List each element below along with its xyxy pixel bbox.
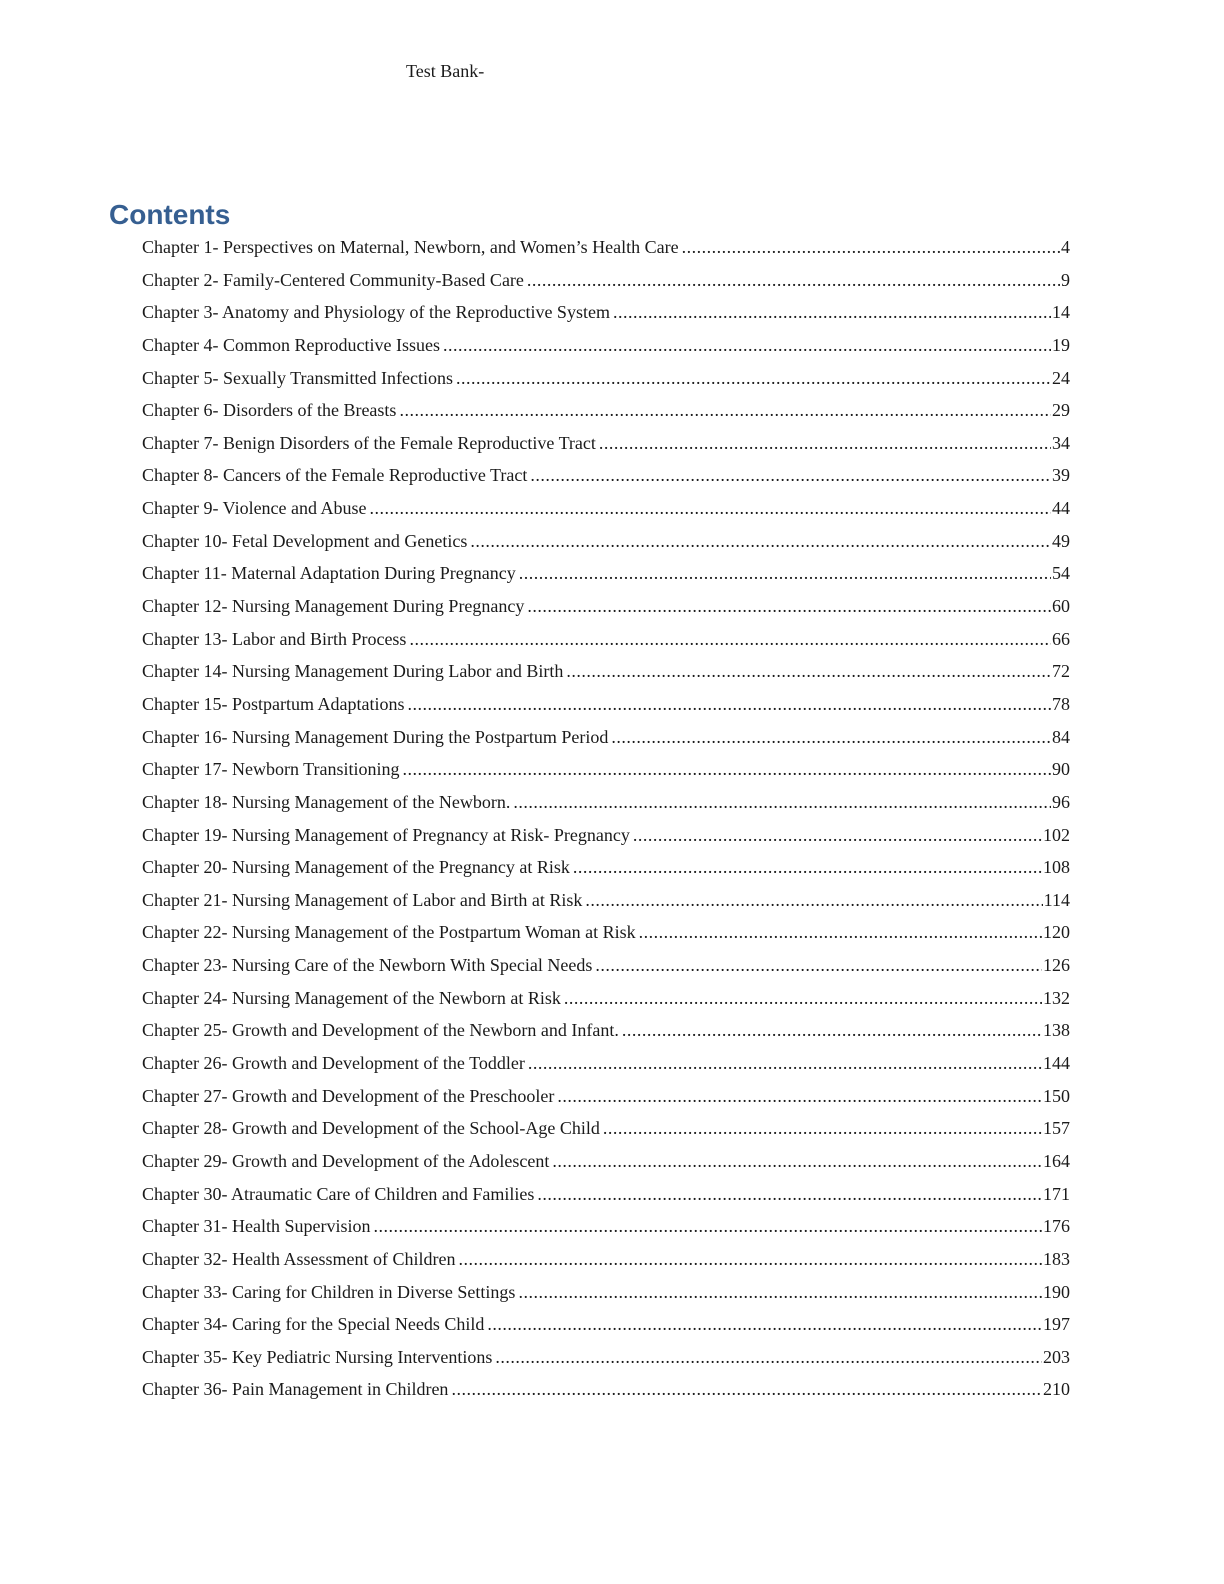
toc-entry-page-number[interactable]: 203 (1043, 1346, 1070, 1367)
toc-entry-title[interactable]: Chapter 2- Family-Centered Community-Based Care (142, 269, 524, 290)
toc-dot-leader (407, 689, 1051, 719)
toc-entry[interactable] (142, 1113, 1070, 1146)
document-header: Test Bank- (406, 61, 485, 81)
toc-entry-title[interactable]: Chapter 36- Pain Management in Children (142, 1379, 449, 1400)
toc-dot-leader (518, 1277, 1042, 1307)
toc-entry[interactable] (142, 754, 1070, 787)
toc-entry-page-number[interactable]: 34 (1052, 432, 1070, 453)
toc-dot-leader (402, 754, 1051, 784)
toc-entry-page-number[interactable]: 176 (1043, 1216, 1070, 1237)
toc-entry[interactable] (142, 820, 1070, 853)
toc-entry-title[interactable]: Chapter 29- Growth and Development of the Adolescent (142, 1150, 550, 1171)
toc-entry-title[interactable]: Chapter 1- Perspectives on Maternal, Newborn, and Women’s Health Care (142, 237, 679, 257)
toc-entry-page-number[interactable]: 157 (1043, 1118, 1070, 1139)
toc-entry-page-number[interactable]: 29 (1052, 400, 1070, 421)
toc-entry[interactable] (142, 1309, 1070, 1342)
toc-entry[interactable] (142, 363, 1070, 396)
toc-dot-leader (527, 265, 1060, 295)
toc-entry-title[interactable]: Chapter 27- Growth and Development of the Preschooler (142, 1085, 555, 1106)
toc-entry[interactable] (142, 950, 1070, 983)
toc-entry-page-number[interactable]: 183 (1043, 1248, 1070, 1269)
toc-entry[interactable] (142, 689, 1070, 722)
toc-entry-page-number[interactable]: 132 (1043, 987, 1070, 1008)
toc-entry-page-number[interactable]: 96 (1052, 791, 1070, 812)
toc-entry-title[interactable]: Chapter 14- Nursing Management During Labor and Birth (142, 661, 564, 682)
toc-entry-title[interactable]: Chapter 10- Fetal Development and Genetics (142, 530, 468, 551)
toc-entry[interactable] (142, 983, 1070, 1016)
toc-entry-title[interactable]: Chapter 35- Key Pediatric Nursing Interventions (142, 1346, 493, 1367)
toc-dot-leader (552, 1146, 1042, 1176)
toc-dot-leader (595, 950, 1042, 980)
toc-entry-page-number[interactable]: 171 (1043, 1183, 1070, 1204)
toc-entry-title[interactable]: Chapter 26- Growth and Development of the Toddler (142, 1053, 525, 1074)
toc-entry-title[interactable]: Chapter 8- Cancers of the Female Reproductive Tract (142, 465, 528, 486)
toc-dot-leader (519, 558, 1051, 588)
toc-entry-page-number[interactable]: 39 (1052, 465, 1070, 486)
toc-entry[interactable] (142, 1211, 1070, 1244)
toc-entry-title[interactable]: Chapter 31- Health Supervision (142, 1216, 371, 1237)
toc-entry[interactable] (142, 460, 1070, 493)
toc-entry-title[interactable]: Chapter 19- Nursing Management of Pregnancy at Risk- Pregnancy (142, 824, 630, 845)
toc-entry-page-number[interactable]: 120 (1043, 922, 1070, 943)
toc-dot-leader (370, 493, 1051, 523)
toc-entry-title[interactable]: Chapter 34- Caring for the Special Needs Child (142, 1314, 485, 1335)
toc-entry[interactable] (142, 852, 1070, 885)
toc-entry-title[interactable]: Chapter 5- Sexually Transmitted Infections (142, 367, 453, 388)
toc-dot-leader (456, 363, 1051, 393)
toc-entry[interactable] (142, 1374, 1070, 1407)
toc-entry-title[interactable]: Chapter 28- Growth and Development of the School-Age Child (142, 1118, 600, 1139)
toc-entry[interactable] (142, 624, 1070, 657)
toc-dot-leader (458, 1244, 1042, 1274)
toc-entry[interactable] (142, 297, 1070, 330)
toc-entry-title[interactable]: Chapter 25- Growth and Development of the Newborn and Infant. (142, 1020, 619, 1041)
toc-entry[interactable] (142, 1048, 1070, 1081)
toc-entry-title[interactable]: Chapter 9- Violence and Abuse (142, 498, 367, 519)
toc-entry[interactable] (142, 428, 1070, 461)
toc-entry-page-number[interactable]: 210 (1043, 1379, 1070, 1400)
toc-entry-page-number[interactable]: 102 (1043, 824, 1070, 845)
toc-dot-leader (537, 1179, 1042, 1209)
toc-entry[interactable] (142, 1179, 1070, 1212)
toc-entry-title[interactable]: Chapter 24- Nursing Management of the Newborn at Risk (142, 987, 561, 1008)
toc-entry-title[interactable]: Chapter 16- Nursing Management During the Postpartum Period (142, 726, 609, 747)
toc-dot-leader (409, 624, 1051, 654)
toc-dot-leader (622, 1015, 1042, 1045)
toc-entry-page-number[interactable]: 126 (1043, 955, 1070, 976)
toc-dot-leader (527, 591, 1051, 621)
toc-entry-page-number[interactable]: 138 (1043, 1020, 1070, 1041)
toc-entry-title[interactable]: Chapter 7- Benign Disorders of the Female Reproductive Tract (142, 432, 596, 453)
toc-entry[interactable] (142, 558, 1070, 591)
toc-entry-page-number[interactable]: 54 (1052, 563, 1070, 584)
toc-entry-page-number[interactable]: 66 (1052, 628, 1070, 649)
toc-dot-leader (443, 330, 1051, 360)
toc-entry-page-number[interactable]: 190 (1043, 1281, 1070, 1302)
toc-dot-leader (513, 787, 1051, 817)
toc-dot-leader (613, 297, 1051, 327)
toc-dot-leader (399, 395, 1051, 425)
toc-dot-leader (495, 1342, 1042, 1372)
toc-dot-leader (557, 1081, 1042, 1111)
toc-entry-page-number[interactable]: 4 (1061, 237, 1070, 257)
table-of-contents (142, 232, 1070, 1407)
toc-entry-title[interactable]: Chapter 21- Nursing Management of Labor and Birth at Risk (142, 889, 583, 910)
toc-entry-title[interactable]: Chapter 30- Atraumatic Care of Children and Families (142, 1183, 535, 1204)
toc-entry[interactable] (142, 1081, 1070, 1114)
toc-entry-page-number[interactable]: 14 (1052, 302, 1070, 323)
toc-entry-page-number[interactable]: 90 (1052, 759, 1070, 780)
toc-dot-leader (487, 1309, 1042, 1339)
toc-entry-title[interactable]: Chapter 23- Nursing Care of the Newborn With Special Needs (142, 955, 593, 976)
toc-entry-title[interactable]: Chapter 13- Labor and Birth Process (142, 628, 407, 649)
toc-dot-leader (573, 852, 1042, 882)
toc-dot-leader (470, 526, 1051, 556)
toc-entry-page-number[interactable]: 164 (1043, 1150, 1070, 1171)
toc-entry[interactable] (142, 330, 1070, 363)
toc-entry-page-number[interactable]: 60 (1052, 596, 1070, 617)
toc-entry-title[interactable]: Chapter 20- Nursing Management of the Pregnancy at Risk (142, 857, 570, 878)
toc-entry-page-number[interactable]: 144 (1043, 1053, 1070, 1074)
toc-dot-leader (682, 232, 1060, 262)
toc-dot-leader (564, 983, 1042, 1013)
toc-entry[interactable] (142, 526, 1070, 559)
toc-entry[interactable] (142, 1146, 1070, 1179)
toc-entry-page-number[interactable]: 78 (1052, 693, 1070, 714)
toc-entry[interactable] (142, 1244, 1070, 1277)
toc-entry-page-number[interactable]: 24 (1052, 367, 1070, 388)
toc-dot-leader (566, 656, 1051, 686)
toc-entry-title[interactable]: Chapter 6- Disorders of the Breasts (142, 400, 397, 421)
toc-entry-title[interactable]: Chapter 32- Health Assessment of Children (142, 1248, 456, 1269)
toc-entry[interactable] (142, 787, 1070, 820)
toc-entry-title[interactable]: Chapter 33- Caring for Children in Diverse Settings (142, 1281, 516, 1302)
toc-entry-page-number[interactable]: 49 (1052, 530, 1070, 551)
toc-entry[interactable] (142, 493, 1070, 526)
toc-entry-title[interactable]: Chapter 12- Nursing Management During Pregnancy (142, 596, 525, 617)
toc-entry-page-number[interactable]: 72 (1052, 661, 1070, 682)
toc-entry-title[interactable]: Chapter 17- Newborn Transitioning (142, 759, 400, 780)
toc-dot-leader (530, 460, 1051, 490)
toc-entry[interactable] (142, 1015, 1070, 1048)
toc-dot-leader (603, 1113, 1042, 1143)
toc-entry-title[interactable]: Chapter 15- Postpartum Adaptations (142, 693, 405, 714)
toc-entry[interactable] (142, 232, 1070, 265)
toc-entry-page-number[interactable]: 114 (1043, 889, 1070, 910)
toc-entry-title[interactable]: Chapter 22- Nursing Management of the Postpartum Woman at Risk (142, 922, 636, 943)
toc-heading: Contents (109, 199, 231, 230)
toc-entry[interactable] (142, 265, 1070, 298)
toc-dot-leader (633, 820, 1042, 850)
toc-dot-leader (528, 1048, 1042, 1078)
toc-entry-page-number[interactable]: 108 (1043, 857, 1070, 878)
toc-dot-leader (451, 1374, 1042, 1404)
toc-entry-page-number[interactable]: 9 (1061, 269, 1070, 290)
toc-dot-leader (373, 1211, 1042, 1241)
toc-entry[interactable] (142, 917, 1070, 950)
toc-entry[interactable] (142, 395, 1070, 428)
toc-dot-leader (611, 722, 1051, 752)
toc-entry-title[interactable]: Chapter 18- Nursing Management of the Newborn. (142, 791, 511, 812)
toc-entry[interactable] (142, 1342, 1070, 1375)
toc-dot-leader (585, 885, 1042, 915)
toc-entry-title[interactable]: Chapter 3- Anatomy and Physiology of the Reproductive System (142, 302, 610, 323)
toc-entry[interactable] (142, 656, 1070, 689)
toc-entry[interactable] (142, 591, 1070, 624)
toc-entry[interactable] (142, 722, 1070, 755)
toc-entry-page-number[interactable]: 197 (1043, 1314, 1070, 1335)
toc-dot-leader (599, 428, 1051, 458)
toc-entry-page-number[interactable]: 150 (1043, 1085, 1070, 1106)
toc-entry-page-number[interactable]: 44 (1052, 498, 1070, 519)
toc-entry-page-number[interactable]: 19 (1052, 334, 1070, 355)
toc-entry-title[interactable]: Chapter 11- Maternal Adaptation During Pregnancy (142, 563, 516, 584)
toc-entry-title[interactable]: Chapter 4- Common Reproductive Issues (142, 334, 440, 355)
toc-entry[interactable] (142, 1277, 1070, 1310)
toc-entry-page-number[interactable]: 84 (1052, 726, 1070, 747)
toc-entry[interactable] (142, 885, 1070, 918)
toc-dot-leader (639, 917, 1042, 947)
